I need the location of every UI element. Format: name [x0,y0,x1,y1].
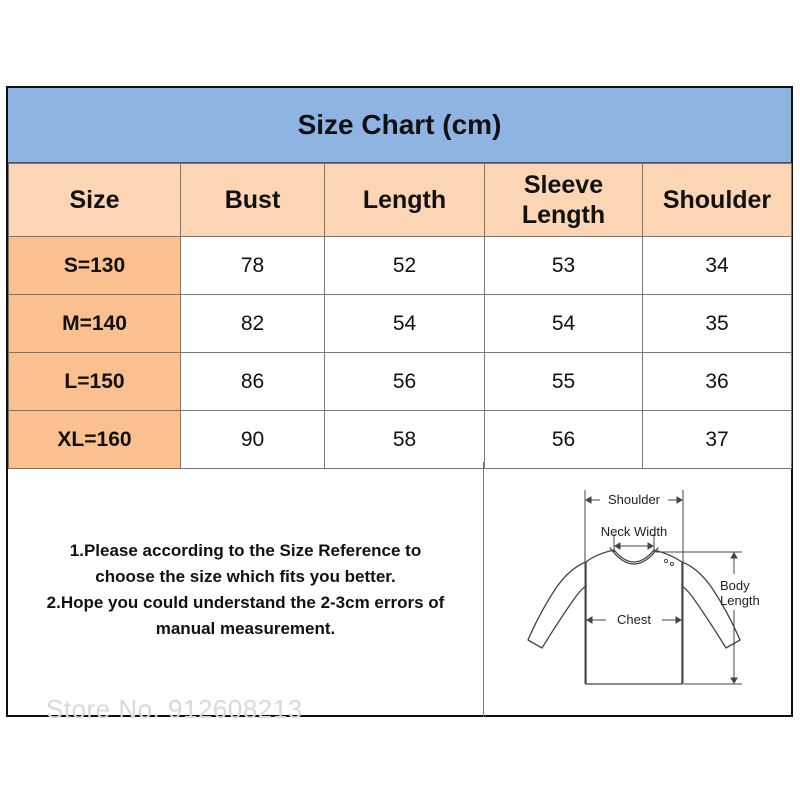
body-label: Body [720,578,750,593]
table-row [9,353,792,411]
bust-cell: 82 [181,295,325,353]
sleeve-length-cell: 55 [485,353,643,411]
col-header-length: Length [325,164,485,237]
length-cell: 54 [325,295,485,353]
bust-cell: 90 [181,411,325,469]
shoulder-cell: 34 [643,237,792,295]
col-header-shoulder: Shoulder [643,164,792,237]
size-cell: L=150 [9,353,181,411]
header-row [9,164,792,237]
sleeve-length-cell: 53 [485,237,643,295]
size-cell: S=130 [9,237,181,295]
note-line-3: 2.Hope you could understand the 2-3cm errors of [46,592,445,612]
note-line-4: manual measurement. [155,618,336,638]
table-row [9,295,792,353]
col-header-size: Size [9,164,181,237]
note-line-2: choose the size which fits you better. [95,566,396,586]
sleeve-length-cell: 56 [485,411,643,469]
size-chart [6,86,793,717]
size-cell: XL=160 [9,411,181,469]
shoulder-cell: 37 [643,411,792,469]
length-label: Length [720,593,760,608]
shoulder-label: Shoulder [607,492,661,507]
table-row [9,411,792,469]
length-cell: 52 [325,237,485,295]
col-header-bust: Bust [181,164,325,237]
shoulder-cell: 36 [643,353,792,411]
chest-label: Chest [617,612,651,627]
chart-title: Size Chart (cm) [8,88,791,163]
bust-cell: 86 [181,353,325,411]
sleeve-length-cell: 54 [485,295,643,353]
store-watermark: Store No. 912608213 [46,694,303,724]
length-cell: 58 [325,411,485,469]
notes-panel [8,462,484,717]
measurement-diagram [484,462,791,717]
length-cell: 56 [325,353,485,411]
table-row [9,237,792,295]
bust-cell: 78 [181,237,325,295]
size-table [8,163,792,469]
sweater-illustration [484,462,791,717]
size-cell: M=140 [9,295,181,353]
shoulder-cell: 35 [643,295,792,353]
col-header-sleeve-length: Sleeve Length [485,164,643,237]
neck-width-label: Neck Width [600,524,668,539]
note-line-1: 1.Please according to the Size Reference to [69,540,422,560]
